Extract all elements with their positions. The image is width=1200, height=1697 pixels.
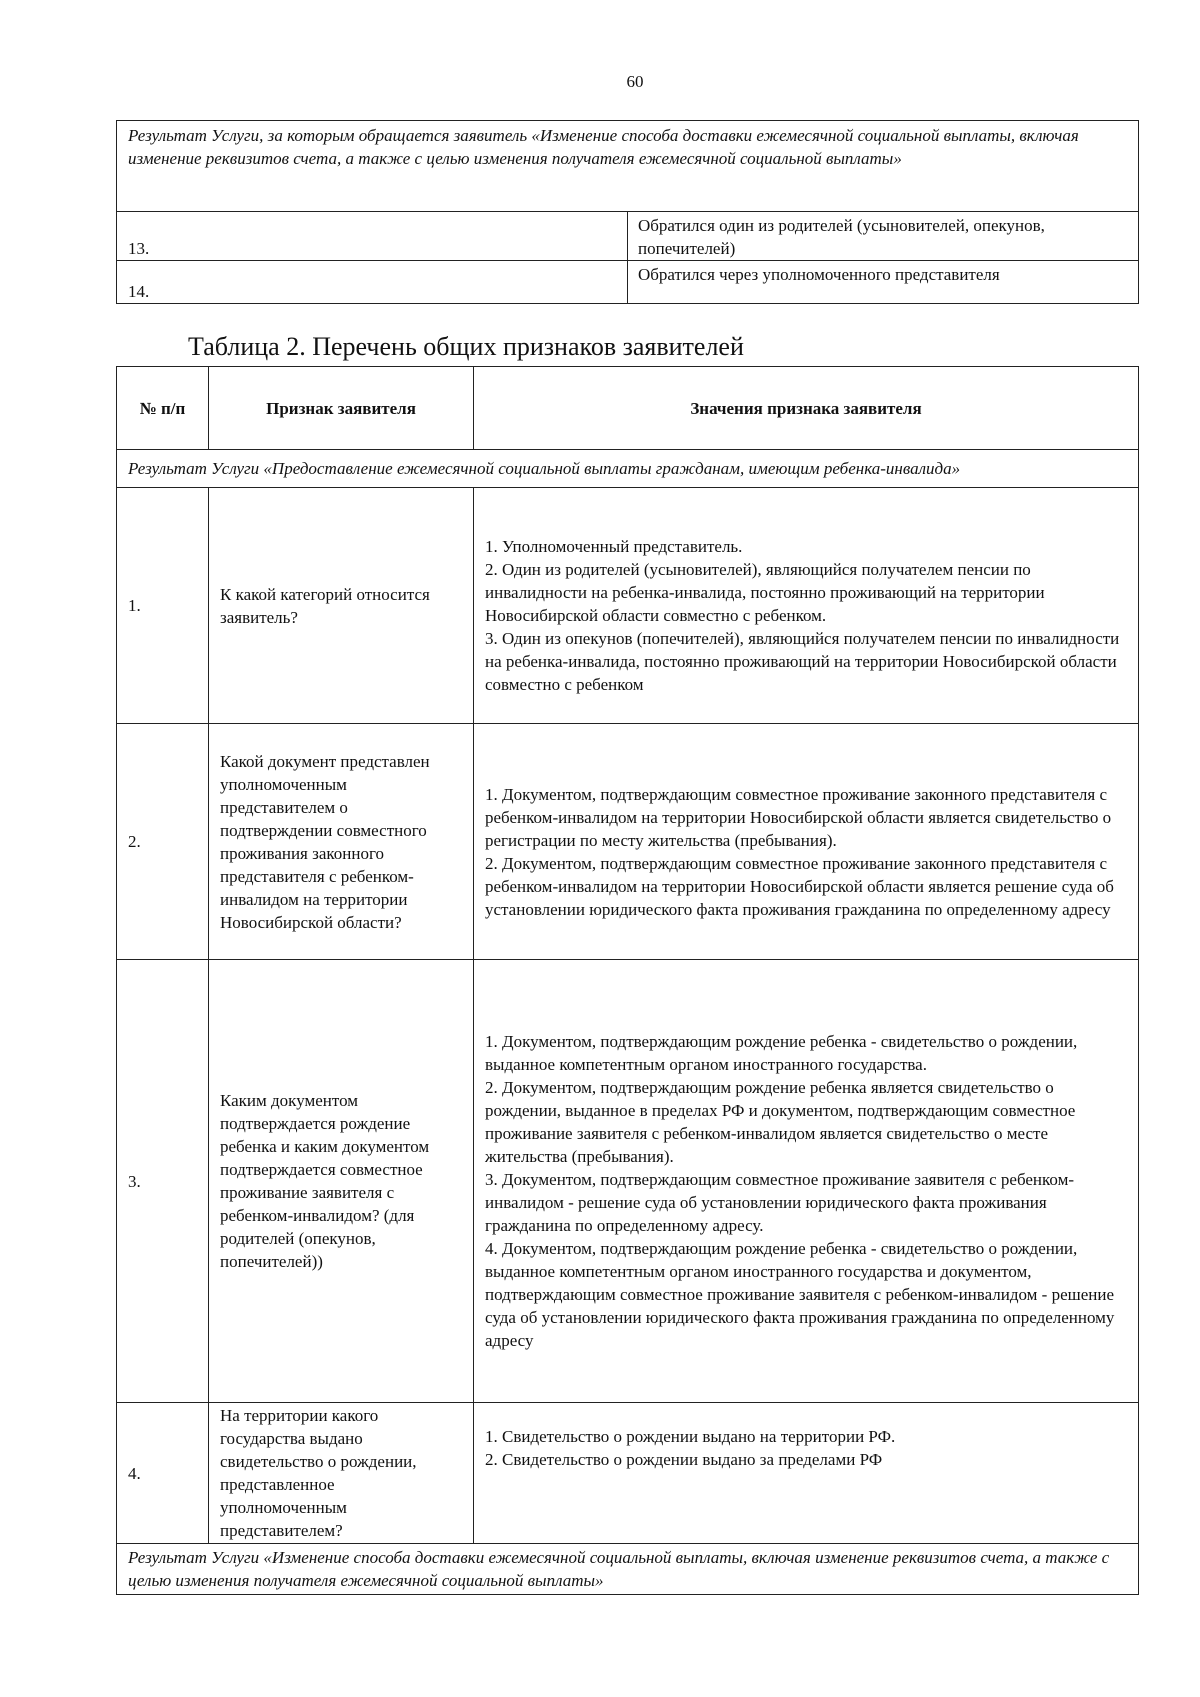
value-item: 2. Один из родителей (усыновителей), являющийся получателем пенсии по инвалидности на ребенка-инвалида, постоянно проживающий на территории Новосибирской области совместно с ребенком. <box>485 560 1045 625</box>
result-caption: Результат Услуги «Предоставление ежемесячной социальной выплаты гражданам, имеющим ребенка-инвалида» <box>117 450 1139 488</box>
table-row <box>117 488 1139 724</box>
value-item: 2. Документом, подтверждающим совместное проживание законного представителя с ребенком-инвалидом на территории Новосибирской области является решение суда об установлении юридического факта проживания гражданина по определенному адресу <box>485 853 1114 919</box>
row-sign: Каким документом подтверждается рождение ребенка и каким документом подтверждается совместное проживание заявителя с ребенком-инвалидом? (для родителей (опекунов, попечителей)) <box>209 960 474 1403</box>
value-item: 1. Свидетельство о рождении выдано на территории РФ. <box>485 1427 896 1446</box>
row-values <box>474 488 1139 724</box>
value-item: 1. Документом, подтверждающим совместное проживание законного представителя с ребенком-инвалидом на территории Новосибирской области является свидетельство о регистрации по месту жительства (пребывания). <box>485 784 1112 850</box>
header-values: Значения признака заявителя <box>474 367 1139 450</box>
row-number: 4. <box>117 1403 209 1544</box>
table-title: Таблица 2. Перечень общих признаков заявителей <box>188 332 744 361</box>
row-number: 14. <box>117 261 628 304</box>
value-item: 3. Один из опекунов (попечителей), являющийся получателем пенсии по инвалидности на ребенка-инвалида, постоянно проживающий на территории Новосибирской области совместно с ребенком <box>485 629 1120 694</box>
value-item: 2. Документом, подтверждающим рождение ребенка является свидетельство о рождении, выданное в пределах РФ и документом, подтверждающим совместное проживание заявителя с ребенком-инвалидом является свидетельство о месте жительства (пребывания). <box>485 1078 1076 1166</box>
value-item: 1. Уполномоченный представитель. <box>485 537 743 556</box>
table-row <box>117 960 1139 1403</box>
page-number: 60 <box>626 72 644 91</box>
row-text: Обратился через уполномоченного представителя <box>628 261 1139 304</box>
row-text: Обратился один из родителей (усыновителей, опекунов, попечителей) <box>628 212 1139 261</box>
table-row <box>117 261 1139 304</box>
row-values <box>474 960 1139 1403</box>
row-number: 2. <box>117 724 209 960</box>
applicant-signs-table <box>116 366 1139 1595</box>
row-number: 13. <box>117 212 628 261</box>
value-item: 3. Документом, подтверждающим совместное проживание заявителя с ребенком-инвалидом - решение суда об установлении юридического факта проживания гражданина по определенному адресу. <box>485 1170 1074 1235</box>
row-sign: К какой категорий относится заявитель? <box>209 488 474 724</box>
table-row <box>117 121 1139 212</box>
row-sign: Какой документ представлен уполномоченным представителем о подтверждении совместного проживания законного представителя с ребенком-инвалидом на территории Новосибирской области? <box>209 724 474 960</box>
header-sign: Признак заявителя <box>209 367 474 450</box>
row-values <box>474 724 1139 960</box>
result-caption: Результат Услуги «Изменение способа доставки ежемесячной социальной выплаты, включая изменение реквизитов счета, а также с целью изменения получателя ежемесячной социальной выплаты» <box>117 1544 1139 1595</box>
value-item: 4. Документом, подтверждающим рождение ребенка - свидетельство о рождении, выданное компетентным органом иностранного государства и документом, подтверждающим совместное проживание заявителя с ребенком-инвалидом - решение суда об установлении юридического факта проживания гражданина по определенному адресу <box>485 1239 1115 1350</box>
header-num: № п/п <box>117 367 209 450</box>
table-row <box>117 724 1139 960</box>
row-sign: На территории какого государства выдано свидетельство о рождении, представленное уполномоченным представителем? <box>209 1403 474 1544</box>
table-row <box>117 450 1139 488</box>
row-values <box>474 1403 1139 1544</box>
top-table <box>116 120 1139 304</box>
table-row <box>117 1544 1139 1595</box>
table-header-row <box>117 367 1139 450</box>
row-number: 3. <box>117 960 209 1403</box>
value-item: 2. Свидетельство о рождении выдано за пределами РФ <box>485 1450 883 1469</box>
table-row <box>117 212 1139 261</box>
result-caption: Результат Услуги, за которым обращается заявитель «Изменение способа доставки ежемесячной социальной выплаты, включая изменение реквизитов счета, а также с целью изменения получателя ежемесячной социальной выплаты» <box>117 121 1139 212</box>
value-item: 1. Документом, подтверждающим рождение ребенка - свидетельство о рождении, выданное компетентным органом иностранного государства. <box>485 1032 1078 1074</box>
table-row <box>117 1403 1139 1544</box>
row-number: 1. <box>117 488 209 724</box>
